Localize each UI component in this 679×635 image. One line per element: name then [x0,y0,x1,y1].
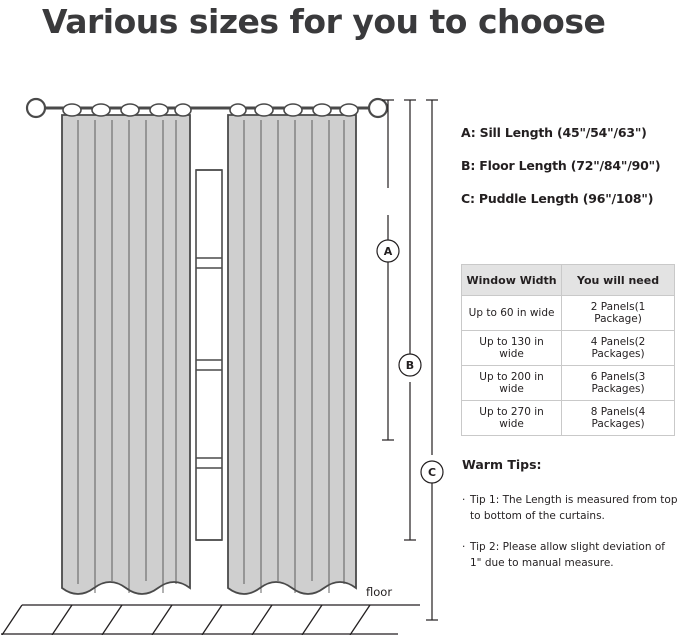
legend-item-a: A: Sill Length (45"/54"/63") [461,125,647,140]
tip-text: Tip 2: Please allow slight deviation of 1" due to manual measure. [470,540,665,569]
floor [1,605,420,635]
bullet-dot: · [462,540,466,553]
table-row [462,401,675,436]
cell-you-will-need: 8 Panels(4 Packages) [562,401,675,436]
warm-tips-title: Warm Tips: [462,457,542,472]
marker-a-label: A [383,245,393,258]
measure-marker-b [399,354,421,376]
marker-b-label: B [405,359,415,372]
measure-marker-c [421,461,443,483]
warm-tips-list [462,492,678,585]
cell-window-width: Up to 200 in wide [462,366,562,401]
tip-text: Tip 1: The Length is measured from top to bottom of the curtains. [470,494,678,523]
table-header-you-will-need: You will need [562,265,675,296]
table-header-window-width: Window Width [462,265,562,296]
table-row [462,366,675,401]
floor-label: floor [366,585,393,599]
cell-window-width: Up to 60 in wide [462,296,562,331]
legend-item-c: C: Puddle Length (96"/108") [461,191,654,206]
curtain-panel-left [62,104,191,594]
cell-you-will-need: 4 Panels(2 Packages) [562,331,675,366]
bullet-dot: · [462,494,466,506]
size-table [461,264,675,436]
page-title: Various sizes for you to choose [42,2,606,41]
cell-you-will-need: 2 Panels(1 Package) [562,296,675,331]
legend-item-b: B: Floor Length (72"/84"/90") [461,158,661,173]
cell-window-width: Up to 130 in wide [462,331,562,366]
cell-window-width: Up to 270 in wide [462,401,562,436]
cell-you-will-need: 6 Panels(3 Packages) [562,366,675,401]
curtain-illustration [0,60,450,635]
table-header-row [462,265,675,296]
tip-item [462,492,678,525]
tip-item [462,539,678,572]
legend-list [461,125,676,224]
marker-c-label: C [427,466,437,479]
curtain-panel-right [228,104,358,594]
table-row [462,331,675,366]
measure-marker-a [377,240,399,262]
table-row [462,296,675,331]
window-frame [196,170,222,540]
